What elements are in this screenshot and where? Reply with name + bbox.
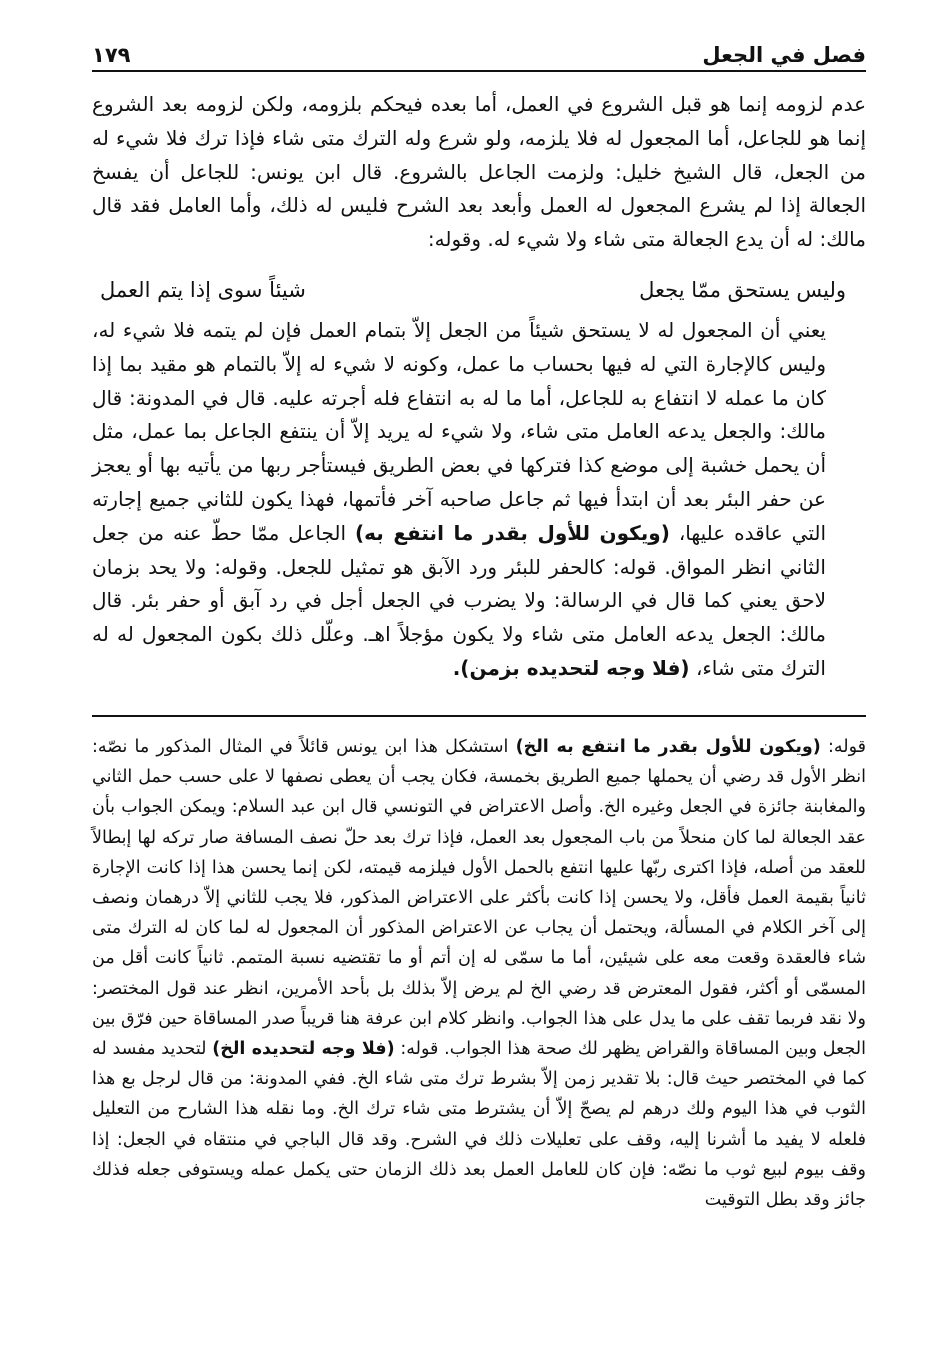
quoted-phrase: (ويكون للأول بقدر ما انتفع به الخ): [515, 737, 821, 757]
page-number: ١٧٩: [92, 43, 131, 67]
page-header: [92, 40, 866, 72]
footnote-text: لتحديد مفسد له كما في المختصر حيث قال: بلا تقدير زمن إلاّ بشرط ترك متى شاء الخ. ففي المدونة: من قال لرجل بع هذا الثوب في هذا اليوم ولك درهم لم يصحّ إلاّ أن يشترط متى شاء ترك الخ. وما نقله هذا الشارح من التعليل فلعله لا يفيد ما أشرنا إليه، وقف على تعليلات ذلك في الشرح. وقد قال الباجي في منتقاه في الجعل: إذا وقف بيوم لبيع ثوب ما نصّه: فإن كان للعامل العمل بعد ذلك الزمان حتى يكمل عمله ويستوفى جعله فذلك جائز وقد بطل التوقيت: [92, 1039, 866, 1211]
verse-line: [100, 273, 846, 307]
verse-hemistich-1: وليس يستحق ممّا يجعل: [639, 278, 846, 302]
footnote-block: [92, 732, 866, 1215]
quoted-phrase: (ويكون للأول بقدر ما انتفع به): [355, 520, 670, 545]
main-text-commentary: [92, 314, 866, 686]
paragraph-text: الجاعل ممّا حطّ عنه من جعل الثاني انظر المواق. قوله: كالحفر للبئر ورد الآبق هو تمثيل للجعل. وقوله: ولا يحد بزمان لاحق يعني كما قال في الرسالة: ولا يضرب في الجعل أجل في رد آبق أو حفر بئر. قال مالك: الجعل يدعه العامل متى شاء ولا يكون مؤجلاً اهـ. وعلّل ذلك بكون المجعول له له الترك متى شاء،: [92, 520, 826, 680]
main-text-top: [92, 88, 866, 257]
paragraph: [92, 314, 866, 686]
footnote-text: استشكل هذا ابن يونس قائلاً في المثال المذكور ما نصّه: انظر الأول قد رضي أن يحملها جميع الطريق بخمسة، فكان يجب أن يعطى نصفها لا على حسب حمل الثاني والمغابنة جائزة في الجعل وغيره الخ. وأصل الاعتراض في التونسي قال ابن عبد السلام: ويمكن الجواب بأن عقد الجعالة لما كان منحلاً من باب المجعول بعد العمل، فإذا ترك بعد حلّ نصف المسافة صار تركه لها إبطالاً للعقد من أصله، فإذا اكترى ربّها عليها انتفع بالحمل الأول فيلزمه قيمته، لكن إنما يحسن هذا إذا كانت الإجارة ثانياً بقيمة العمل فأقل، ولا يحسن إذا كانت بأكثر على الاعتراض المذكور، فلا يجب للثاني إلاّ درهمان ونصف إلى آخر الكلام في المسألة، ويحتمل أن يجاب عن الاعتراض المذكور أن المجعول له لما كان له الترك متى شاء فالعقدة وقعت معه على شيئين، أما ما سمّى له إن أتم أو ما تقتضيه نسبة المتمم. ثانياً كانت أقل من المسمّى أو أكثر، فقول المعترض قد رضي الخ لم يرض إلاّ بذلك بل بأحد الأمرين، انظر عند قول المختصر: ولا نقد فربما تقف على ما يدل على هذا الجواب. وانظر كلام ابن عرفة هنا قريباً صدر المساقاة حين فرّق بين الجعل وبين المساقاة والقراض يظهر لك صحة هذا الجواب. قوله:: [92, 737, 866, 1060]
paragraph: عدم لزومه إنما هو قبل الشروع في العمل، أما بعده فيحكم بلزومه، ولكن لزومه بعد الشروع إنما هو للجاعل، أما المجعول له فلا يلزمه، ولو شرع وله الترك متى شاء فإذا ترك فلا شيء له من الجعل، قال الشيخ خليل: ولزمت الجاعل بالشروع. قال ابن يونس: للجاعل أن يفسخ الجعالة إذا لم يشرع المجعول له العمل وأبعد بعد الشرح فليس له ذلك، وأما العامل فقد قال مالك: له أن يدع الجعالة متى شاء ولا شيء له. وقوله:: [92, 92, 866, 252]
verse-hemistich-2: شيئاً سوى إذا يتم العمل: [100, 278, 306, 302]
quoted-phrase: (فلا وجه لتحديده الخ): [212, 1039, 395, 1060]
paragraph-text: يعني أن المجعول له لا يستحق شيئاً من الجعل إلاّ بتمام العمل فإن لم يتمه فلا شيء له، وليس كالإجارة التي له فيها بحساب ما عمل، وكونه لا شيء له إلاّ بالتمام هو مقيد بما إذا كان ما عمله لا انتفاع به للجاعل، أما ما له به انتفاع فله أجرته عليه. قال في المدونة: قال مالك: والجعل يدعه العامل متى شاء، ولا شيء له يريد إلاّ أن ينتفع الجاعل بما عمل، مثل أن يحمل خشبة إلى موضع كذا فتركها في بعض الطريق فيستأجر ربها من يأتيه بها أو يعجز عن حفر البئر بعد أن ابتدأ فيها ثم جاعل صاحبه آخر فأتمها، فهذا يكون للثاني جميع إجارته التي عاقده عليها،: [92, 318, 827, 545]
footnote-lead: قوله:: [827, 737, 867, 757]
quoted-phrase: (فلا وجه لتحديده بزمن).: [452, 655, 690, 680]
footnote-paragraph: [92, 732, 866, 1215]
running-title: فصل في الجعل: [702, 43, 866, 67]
footnote-divider: [92, 715, 866, 717]
